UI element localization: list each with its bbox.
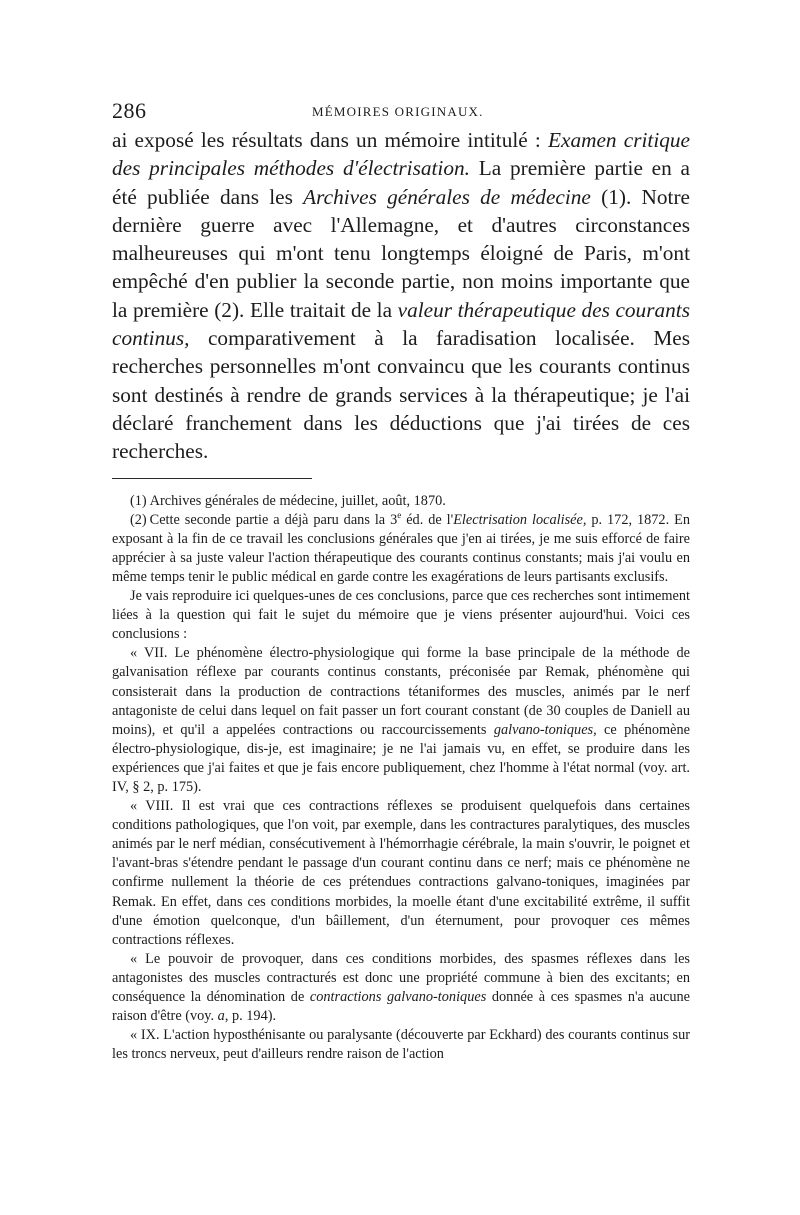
text-run: « VIII. Il est vrai que ces contractions réflexes se produisent quelquefois dans certaines conditions pathologiques, que l'on voit, par exemple, dans les contractures paralytiques, des muscles animés par le nerf médian, consécutivement à l'hémorrhagie cérébrale, la main s'ouvrir, le poignet et l'avant-bras s'étendre pendant le passage d'un courant continu dans ce nerf; mais ce phénomène ne confirme nullement la théorie de ces prétendues contractions galvano-toniques, imaginées par Remak. En effet, dans ces conditions morbides, la moelle étant d'une excitabilité extrême, il suffit d'une émotion quelconque, d'un bâillement, d'un éternument, pour provoquer ces mêmes contractions réflexes. — [112, 798, 690, 948]
text-run: , p. 194). — [224, 1008, 277, 1025]
italic-term: contractions galvano-toniques — [309, 989, 487, 1005]
text-run: éd. de l' — [401, 511, 454, 528]
intro-paragraph — [112, 587, 690, 644]
page-number: 286 — [112, 98, 147, 123]
footnote-separator — [112, 478, 312, 479]
main-text — [112, 126, 690, 466]
book-title: Electrisation localisée, — [453, 511, 587, 528]
conclusion-viii — [112, 797, 690, 950]
footnote-2 — [112, 511, 690, 587]
footnote-text: Archives générales de médecine, juillet, août, 1870. — [149, 492, 446, 509]
text-run: ce phénomène électro-physiologique, dis-je, est imaginaire; je ne l'ai jamais vu, en effet, se produire dans les expériences que j'ai faites et que je fais encore publiquement, chez l'homme à l'état normal (voy. art. IV, § 2, p. 175). — [112, 721, 690, 795]
italic-term: galvano-toniques, — [493, 721, 597, 738]
superscript: e — [397, 509, 402, 520]
text-run: p. 172, 1872. En exposant à la fin de ce travail les conclusions générales que j'en ai tirées, je me suis efforcé de faire apprécier à sa juste valeur l'action thérapeutique des courants continus constants; mais j'ai voulu en même temps tenir le public médical en garde contre les exagérations de leurs partisants exclusifs. — [112, 511, 690, 585]
footnote-marker: (1) — [130, 492, 147, 509]
footnotes-section — [112, 492, 690, 1065]
footnote-1 — [112, 492, 690, 511]
italic-reference: a — [217, 1008, 225, 1025]
text-run: Cette seconde partie a déjà paru dans la 3 — [149, 511, 398, 528]
document-page — [112, 92, 690, 1064]
text-run: ai exposé les résultats dans un mémoire intitulé : — [112, 128, 548, 152]
text-run: « IX. L'action hyposthénisante ou paralysante (découverte par Eckhard) des courants continus sur les troncs nerveux, peut d'ailleurs rendre raison de l'action — [112, 1027, 690, 1063]
conclusion-ix — [112, 1026, 690, 1064]
page-header — [112, 92, 690, 126]
text-run: donnée à ces spasmes n'a aucune raison d'être (voy. — [112, 989, 690, 1025]
text-run: (1). Notre dernière guerre avec l'Allemagne, et d'autres circonstances malheureuses qui m'ont tenu longtemps éloigné de Paris, m'ont empêché d'en publier la seconde partie, non moins importante que la première (2). Elle traitait de la — [112, 184, 691, 322]
running-head: MÉMOIRES ORIGINAUX. — [312, 104, 484, 119]
text-run: La première partie en a été publiée dans les — [112, 156, 690, 209]
footnote-marker: (2) — [130, 511, 147, 528]
text-run: comparativement à la faradisation localisée. Mes recherches personnelles m'ont convaincu que les courants continus sont destinés à rendre de grands services à la thérapeutique; je l'ai déclaré franchement dans les déductions que j'ai tirées de ces recherches. — [112, 326, 690, 464]
text-run: Je vais reproduire ici quelques-unes de ces conclusions, parce que ces recherches sont intimement liées à la question qui fait le sujet du mémoire que je viens présenter aujourd'hui. Voici ces conclusions : — [112, 588, 690, 643]
topic-title: valeur thérapeutique des courants continus, — [112, 297, 690, 351]
body-paragraph — [112, 126, 690, 466]
conclusion-vii — [112, 644, 690, 797]
text-run: « Le pouvoir de provoquer, dans ces conditions morbides, des spasmes réflexes dans les antagonistes des muscles contracturés est donc une propriété commune à bien des excitants; en conséquence la dénomination de — [112, 950, 690, 1005]
conclusion-viii-continued — [112, 950, 690, 1026]
memoir-title: Examen critique des principales méthodes d'électrisation. — [112, 128, 690, 181]
journal-title: Archives générales de médecine — [303, 184, 591, 209]
text-run: « VII. Le phénomène électro-physiologique qui forme la base principale de la méthode de galvanisation réflexe par courants continus constants, préconisée par Remak, phénomène qui consisterait dans la production de contractions tétaniformes des muscles, animés par le nerf antagoniste de celui dans lequel on fait passer un fort courant constant (de 30 couples de Daniell au moins), et qu'il a appelées contractions ou raccourcissements — [112, 645, 690, 738]
